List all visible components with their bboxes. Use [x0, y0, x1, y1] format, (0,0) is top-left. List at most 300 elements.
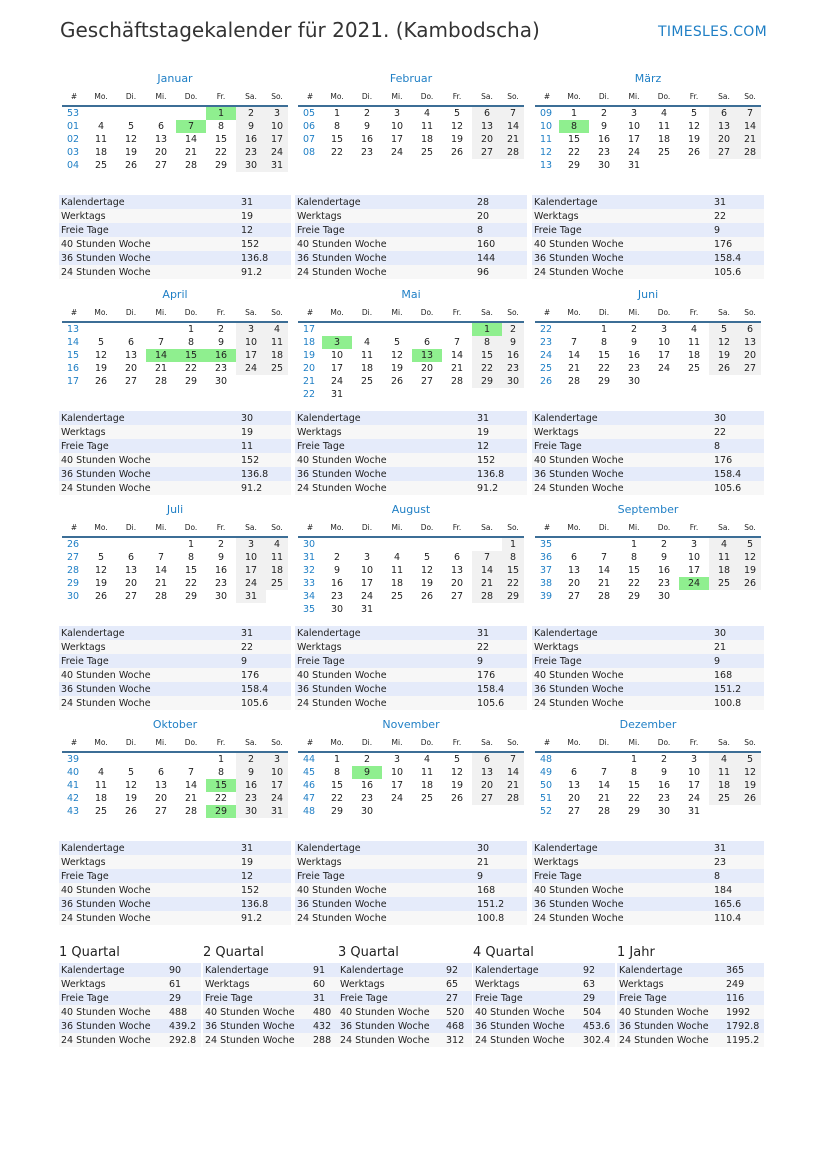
stats-row — [617, 963, 764, 977]
stats-value: 30 — [712, 411, 764, 425]
empty-cell — [559, 752, 589, 766]
week-number: 35 — [540, 539, 553, 550]
stats-row — [532, 626, 764, 640]
stats-label: 40 Stunden Woche — [203, 1005, 311, 1019]
stats-value: 23 — [712, 855, 764, 869]
weekday-header: Mo. — [86, 522, 116, 537]
week-number: 22 — [540, 324, 553, 335]
empty-cell — [442, 537, 472, 551]
day-cell: 4 — [363, 337, 371, 348]
week-number: 13 — [540, 160, 553, 171]
week-number: 26 — [67, 539, 80, 550]
stats-value: 453.6 — [581, 1019, 615, 1033]
stats-label: Werktags — [203, 977, 311, 991]
stats-row — [59, 841, 291, 855]
weekday-header: Do. — [412, 737, 442, 752]
stats-value: 12 — [239, 223, 291, 237]
stats-value: 152 — [239, 237, 291, 251]
day-cell: 19 — [739, 779, 761, 792]
day-cell: 17 — [390, 134, 404, 145]
day-cell: 6 — [423, 337, 431, 348]
week-row — [62, 564, 288, 577]
empty-cell — [502, 388, 524, 401]
empty-cell — [352, 388, 382, 401]
day-cell: 30 — [627, 376, 641, 387]
day-cell: 3 — [630, 108, 638, 119]
weekday-header: Mi. — [382, 307, 412, 322]
stats-row — [473, 991, 615, 1005]
stats-value: 30 — [712, 626, 764, 640]
stats-value: 9 — [239, 654, 291, 668]
week-number: 05 — [303, 108, 316, 119]
stats-value: 302.4 — [581, 1033, 615, 1047]
weekday-header: Mo. — [86, 91, 116, 106]
day-cell: 6 — [709, 106, 739, 120]
stats-row — [59, 668, 291, 682]
stats-value: 432 — [311, 1019, 341, 1033]
day-cell: 14 — [184, 134, 198, 145]
day-cell: 10 — [657, 337, 671, 348]
stats-value: 176 — [239, 668, 291, 682]
day-cell: 3 — [266, 106, 288, 120]
stats-row — [59, 265, 291, 279]
day-cell: 13 — [154, 780, 168, 791]
day-cell: 1 — [600, 324, 608, 335]
day-cell: 8 — [630, 552, 638, 563]
empty-cell — [116, 537, 146, 551]
empty-cell — [146, 537, 176, 551]
weekday-header: Do. — [176, 307, 206, 322]
stats-label: Kalendertage — [617, 963, 724, 977]
day-cell: 5 — [127, 767, 135, 778]
stats-row — [59, 425, 291, 439]
stats-label: Freie Tage — [59, 223, 239, 237]
week-number: 36 — [540, 552, 553, 563]
stats-value: 31 — [712, 195, 764, 209]
day-cell: 9 — [236, 766, 266, 779]
day-cell: 2 — [217, 539, 225, 550]
week-number: 07 — [303, 134, 316, 145]
stats-row — [295, 453, 527, 467]
stats-row — [617, 977, 764, 991]
stats-value: 65 — [444, 977, 472, 991]
day-cell: 1 — [570, 108, 578, 119]
day-cell: 12 — [709, 336, 739, 349]
day-cell: 9 — [660, 552, 668, 563]
weekday-header: So. — [502, 522, 524, 537]
month-grid — [62, 737, 288, 818]
stats-label: Werktags — [617, 977, 724, 991]
week-row — [62, 792, 288, 805]
day-cell: 22 — [472, 362, 502, 375]
day-cell: 24 — [679, 577, 709, 590]
week-row — [535, 752, 761, 766]
week-number: 28 — [67, 565, 80, 576]
quarter-title: 1 Jahr — [617, 945, 655, 960]
empty-cell — [412, 603, 442, 616]
day-cell: 21 — [567, 363, 581, 374]
weekday-header: So. — [266, 522, 288, 537]
stats-label: 40 Stunden Woche — [473, 1005, 581, 1019]
day-cell: 9 — [660, 767, 668, 778]
stats-label: Freie Tage — [338, 991, 444, 1005]
stats-value: 136.8 — [239, 467, 291, 481]
stats-row — [532, 869, 764, 883]
stats-value: 91.2 — [475, 481, 527, 495]
empty-cell — [739, 805, 761, 818]
stats-label: 40 Stunden Woche — [59, 883, 239, 897]
stats-value: 504 — [581, 1005, 615, 1019]
week-number-header: # — [298, 522, 322, 537]
stats-row — [338, 1033, 472, 1047]
day-cell: 14 — [502, 120, 524, 133]
day-cell: 28 — [567, 376, 581, 387]
day-cell: 7 — [157, 337, 165, 348]
day-cell: 23 — [502, 362, 524, 375]
stats-value: 12 — [239, 869, 291, 883]
stats-label: 36 Stunden Woche — [338, 1019, 444, 1033]
stats-label: 36 Stunden Woche — [59, 682, 239, 696]
stats-row — [295, 897, 527, 911]
day-cell: 19 — [739, 564, 761, 577]
day-cell: 13 — [412, 349, 442, 362]
stats-label: 24 Stunden Woche — [473, 1033, 581, 1047]
stats-label: 40 Stunden Woche — [59, 237, 239, 251]
weekday-header: Mo. — [86, 307, 116, 322]
stats-label: Kalendertage — [59, 626, 239, 640]
week-row — [62, 349, 288, 362]
week-row — [298, 375, 524, 388]
weekday-header: Do. — [412, 522, 442, 537]
stats-value: 31 — [239, 195, 291, 209]
month-stats — [295, 411, 527, 495]
day-cell: 16 — [206, 349, 236, 362]
day-cell: 8 — [187, 337, 195, 348]
stats-row — [295, 696, 527, 710]
day-cell: 17 — [627, 134, 641, 145]
quarter-block — [338, 945, 472, 1055]
stats-value: 20 — [475, 209, 527, 223]
day-cell: 26 — [420, 591, 434, 602]
week-number: 48 — [303, 806, 316, 817]
month-grid — [535, 307, 761, 388]
stats-label: 24 Stunden Woche — [295, 265, 475, 279]
day-cell: 14 — [739, 120, 761, 133]
day-cell: 4 — [97, 767, 105, 778]
stats-row — [532, 237, 764, 251]
stats-row — [473, 1033, 615, 1047]
day-cell: 10 — [330, 350, 344, 361]
day-cell: 20 — [472, 779, 502, 792]
day-cell: 1 — [217, 754, 225, 765]
stats-value: 60 — [311, 977, 341, 991]
weekday-header: So. — [739, 737, 761, 752]
weekday-header: Mi. — [382, 737, 412, 752]
stats-label: 24 Stunden Woche — [59, 911, 239, 925]
day-cell: 12 — [739, 766, 761, 779]
month-title: November — [382, 718, 440, 731]
day-cell: 9 — [352, 766, 382, 779]
weekday-header: So. — [266, 307, 288, 322]
day-cell: 9 — [333, 565, 341, 576]
stats-label: 40 Stunden Woche — [59, 453, 239, 467]
stats-value: 21 — [475, 855, 527, 869]
day-cell: 5 — [453, 754, 461, 765]
week-number: 52 — [540, 806, 553, 817]
brand-link[interactable]: TIMESLES.COM — [658, 24, 767, 40]
empty-cell — [146, 322, 176, 336]
stats-row — [338, 977, 472, 991]
stats-row — [59, 439, 291, 453]
stats-row — [295, 883, 527, 897]
day-cell: 5 — [127, 121, 135, 132]
day-cell: 5 — [739, 537, 761, 551]
stats-row — [295, 467, 527, 481]
week-number: 03 — [67, 147, 80, 158]
stats-value: 144 — [475, 251, 527, 265]
weekday-header: Di. — [116, 307, 146, 322]
week-row — [535, 322, 761, 336]
stats-row — [295, 654, 527, 668]
weekday-header: Mi. — [619, 91, 649, 106]
stats-row — [59, 911, 291, 925]
stats-label: Werktags — [295, 209, 475, 223]
stats-row — [59, 855, 291, 869]
day-cell: 22 — [627, 578, 641, 589]
stats-label: Werktags — [532, 855, 712, 869]
stats-value: 116 — [724, 991, 764, 1005]
stats-value: 136.8 — [475, 467, 527, 481]
stats-value: 105.6 — [712, 265, 764, 279]
day-cell: 17 — [687, 780, 701, 791]
stats-label: Freie Tage — [617, 991, 724, 1005]
day-cell: 2 — [217, 324, 225, 335]
day-cell: 28 — [597, 806, 611, 817]
weekday-header: Fr. — [206, 522, 236, 537]
stats-label: Freie Tage — [295, 439, 475, 453]
day-cell: 19 — [390, 363, 404, 374]
stats-value: 92 — [444, 963, 472, 977]
weekday-header: Fr. — [679, 737, 709, 752]
day-cell: 10 — [236, 336, 266, 349]
weekday-header: Di. — [116, 91, 146, 106]
stats-row — [532, 481, 764, 495]
quarter-block — [59, 945, 201, 1055]
stats-row — [59, 977, 201, 991]
day-cell: 11 — [420, 121, 434, 132]
day-cell: 8 — [217, 767, 225, 778]
day-cell: 24 — [236, 362, 266, 375]
week-number: 09 — [540, 108, 553, 119]
day-cell: 15 — [627, 565, 641, 576]
stats-row — [295, 841, 527, 855]
day-cell: 27 — [124, 591, 138, 602]
weekday-header: Mo. — [322, 91, 352, 106]
stats-value: 158.4 — [239, 682, 291, 696]
week-row — [298, 805, 524, 818]
stats-value: 19 — [239, 209, 291, 223]
empty-cell — [442, 388, 472, 401]
month-title: Juni — [637, 288, 659, 301]
week-number: 17 — [67, 376, 80, 387]
day-cell: 2 — [236, 752, 266, 766]
stats-label: 36 Stunden Woche — [295, 682, 475, 696]
empty-cell — [709, 805, 739, 818]
month-title: März — [634, 72, 662, 85]
day-cell: 24 — [266, 146, 288, 159]
stats-label: Werktags — [59, 977, 167, 991]
stats-label: Werktags — [338, 977, 444, 991]
stats-label: 36 Stunden Woche — [295, 897, 475, 911]
stats-label: Freie Tage — [532, 869, 712, 883]
stats-row — [532, 841, 764, 855]
stats-value: 8 — [712, 439, 764, 453]
day-cell: 6 — [157, 767, 165, 778]
stats-row — [59, 696, 291, 710]
day-cell: 14 — [567, 350, 581, 361]
day-cell: 29 — [627, 591, 641, 602]
stats-row — [532, 439, 764, 453]
stats-label: Kalendertage — [532, 195, 712, 209]
quarter-title: 1 Quartal — [59, 945, 120, 960]
week-row — [62, 133, 288, 146]
week-number: 13 — [67, 324, 80, 335]
day-cell: 15 — [184, 565, 198, 576]
day-cell: 4 — [266, 537, 288, 551]
day-cell: 27 — [739, 362, 761, 375]
day-cell: 19 — [124, 147, 138, 158]
day-cell: 29 — [184, 376, 198, 387]
day-cell: 28 — [739, 146, 761, 159]
weekday-header: Do. — [176, 91, 206, 106]
weekday-header: Mi. — [382, 91, 412, 106]
weekday-header: So. — [739, 522, 761, 537]
stats-label: 36 Stunden Woche — [295, 251, 475, 265]
week-number: 53 — [67, 108, 80, 119]
empty-cell — [739, 159, 761, 172]
stats-row — [295, 251, 527, 265]
day-cell: 26 — [124, 160, 138, 171]
day-cell: 1 — [630, 754, 638, 765]
day-cell: 30 — [657, 806, 671, 817]
stats-label: Kalendertage — [532, 841, 712, 855]
week-number: 16 — [67, 363, 80, 374]
day-cell: 18 — [657, 134, 671, 145]
day-cell: 6 — [570, 552, 578, 563]
week-number: 19 — [303, 350, 316, 361]
day-cell: 2 — [600, 108, 608, 119]
stats-value: 12 — [475, 439, 527, 453]
week-row — [535, 106, 761, 120]
day-cell: 10 — [266, 766, 288, 779]
stats-value: 184 — [712, 883, 764, 897]
week-number-header: # — [62, 737, 86, 752]
stats-row — [532, 897, 764, 911]
month-grid — [298, 307, 524, 401]
month-block — [298, 718, 530, 933]
stats-row — [295, 682, 527, 696]
day-cell: 24 — [236, 577, 266, 590]
weekday-header: Mi. — [146, 307, 176, 322]
empty-cell — [709, 375, 739, 388]
week-number: 40 — [67, 767, 80, 778]
day-cell: 8 — [333, 767, 341, 778]
day-cell: 2 — [236, 106, 266, 120]
weekday-header: Sa. — [236, 91, 266, 106]
week-number: 43 — [67, 806, 80, 817]
day-cell: 16 — [657, 565, 671, 576]
empty-cell — [502, 805, 524, 818]
day-cell: 19 — [420, 578, 434, 589]
day-cell: 2 — [363, 108, 371, 119]
stats-row — [532, 251, 764, 265]
quarter-title: 2 Quartal — [203, 945, 264, 960]
day-cell: 6 — [453, 552, 461, 563]
empty-cell — [236, 375, 266, 388]
stats-value: 31 — [239, 841, 291, 855]
day-cell: 12 — [94, 350, 108, 361]
weekday-header: Fr. — [679, 307, 709, 322]
empty-cell — [412, 537, 442, 551]
weekday-header: Di. — [352, 91, 382, 106]
day-cell: 11 — [94, 780, 108, 791]
month-stats — [295, 841, 527, 925]
month-grid — [298, 522, 524, 616]
stats-value: 31 — [475, 411, 527, 425]
month-grid — [298, 737, 524, 818]
stats-value: 168 — [712, 668, 764, 682]
week-number: 30 — [67, 591, 80, 602]
weekday-header: Di. — [352, 522, 382, 537]
stats-label: Freie Tage — [295, 223, 475, 237]
weekday-header: Sa. — [709, 91, 739, 106]
stats-value: 31 — [239, 626, 291, 640]
day-cell: 26 — [94, 376, 108, 387]
stats-row — [59, 453, 291, 467]
day-cell: 5 — [97, 337, 105, 348]
week-number-header: # — [62, 307, 86, 322]
week-row — [535, 537, 761, 551]
stats-label: 36 Stunden Woche — [59, 1019, 167, 1033]
stats-value: 90 — [167, 963, 201, 977]
stats-label: Freie Tage — [532, 439, 712, 453]
day-cell: 3 — [660, 324, 668, 335]
stats-label: 24 Stunden Woche — [338, 1033, 444, 1047]
weekday-header: Mi. — [619, 307, 649, 322]
day-cell: 21 — [597, 793, 611, 804]
empty-cell — [86, 322, 116, 336]
week-number: 23 — [540, 337, 553, 348]
stats-value: 152 — [475, 453, 527, 467]
day-cell: 13 — [567, 780, 581, 791]
day-cell: 3 — [236, 537, 266, 551]
stats-label: Freie Tage — [473, 991, 581, 1005]
stats-label: 24 Stunden Woche — [532, 911, 712, 925]
day-cell: 10 — [360, 565, 374, 576]
empty-cell — [739, 375, 761, 388]
day-cell: 11 — [687, 337, 701, 348]
empty-cell — [649, 159, 679, 172]
weekday-header: Fr. — [442, 522, 472, 537]
day-cell: 30 — [236, 805, 266, 818]
week-row — [298, 792, 524, 805]
week-row — [298, 133, 524, 146]
week-row — [535, 375, 761, 388]
week-number-header: # — [62, 522, 86, 537]
stats-value: 91.2 — [239, 265, 291, 279]
stats-value: 9 — [475, 869, 527, 883]
empty-cell — [709, 590, 739, 603]
